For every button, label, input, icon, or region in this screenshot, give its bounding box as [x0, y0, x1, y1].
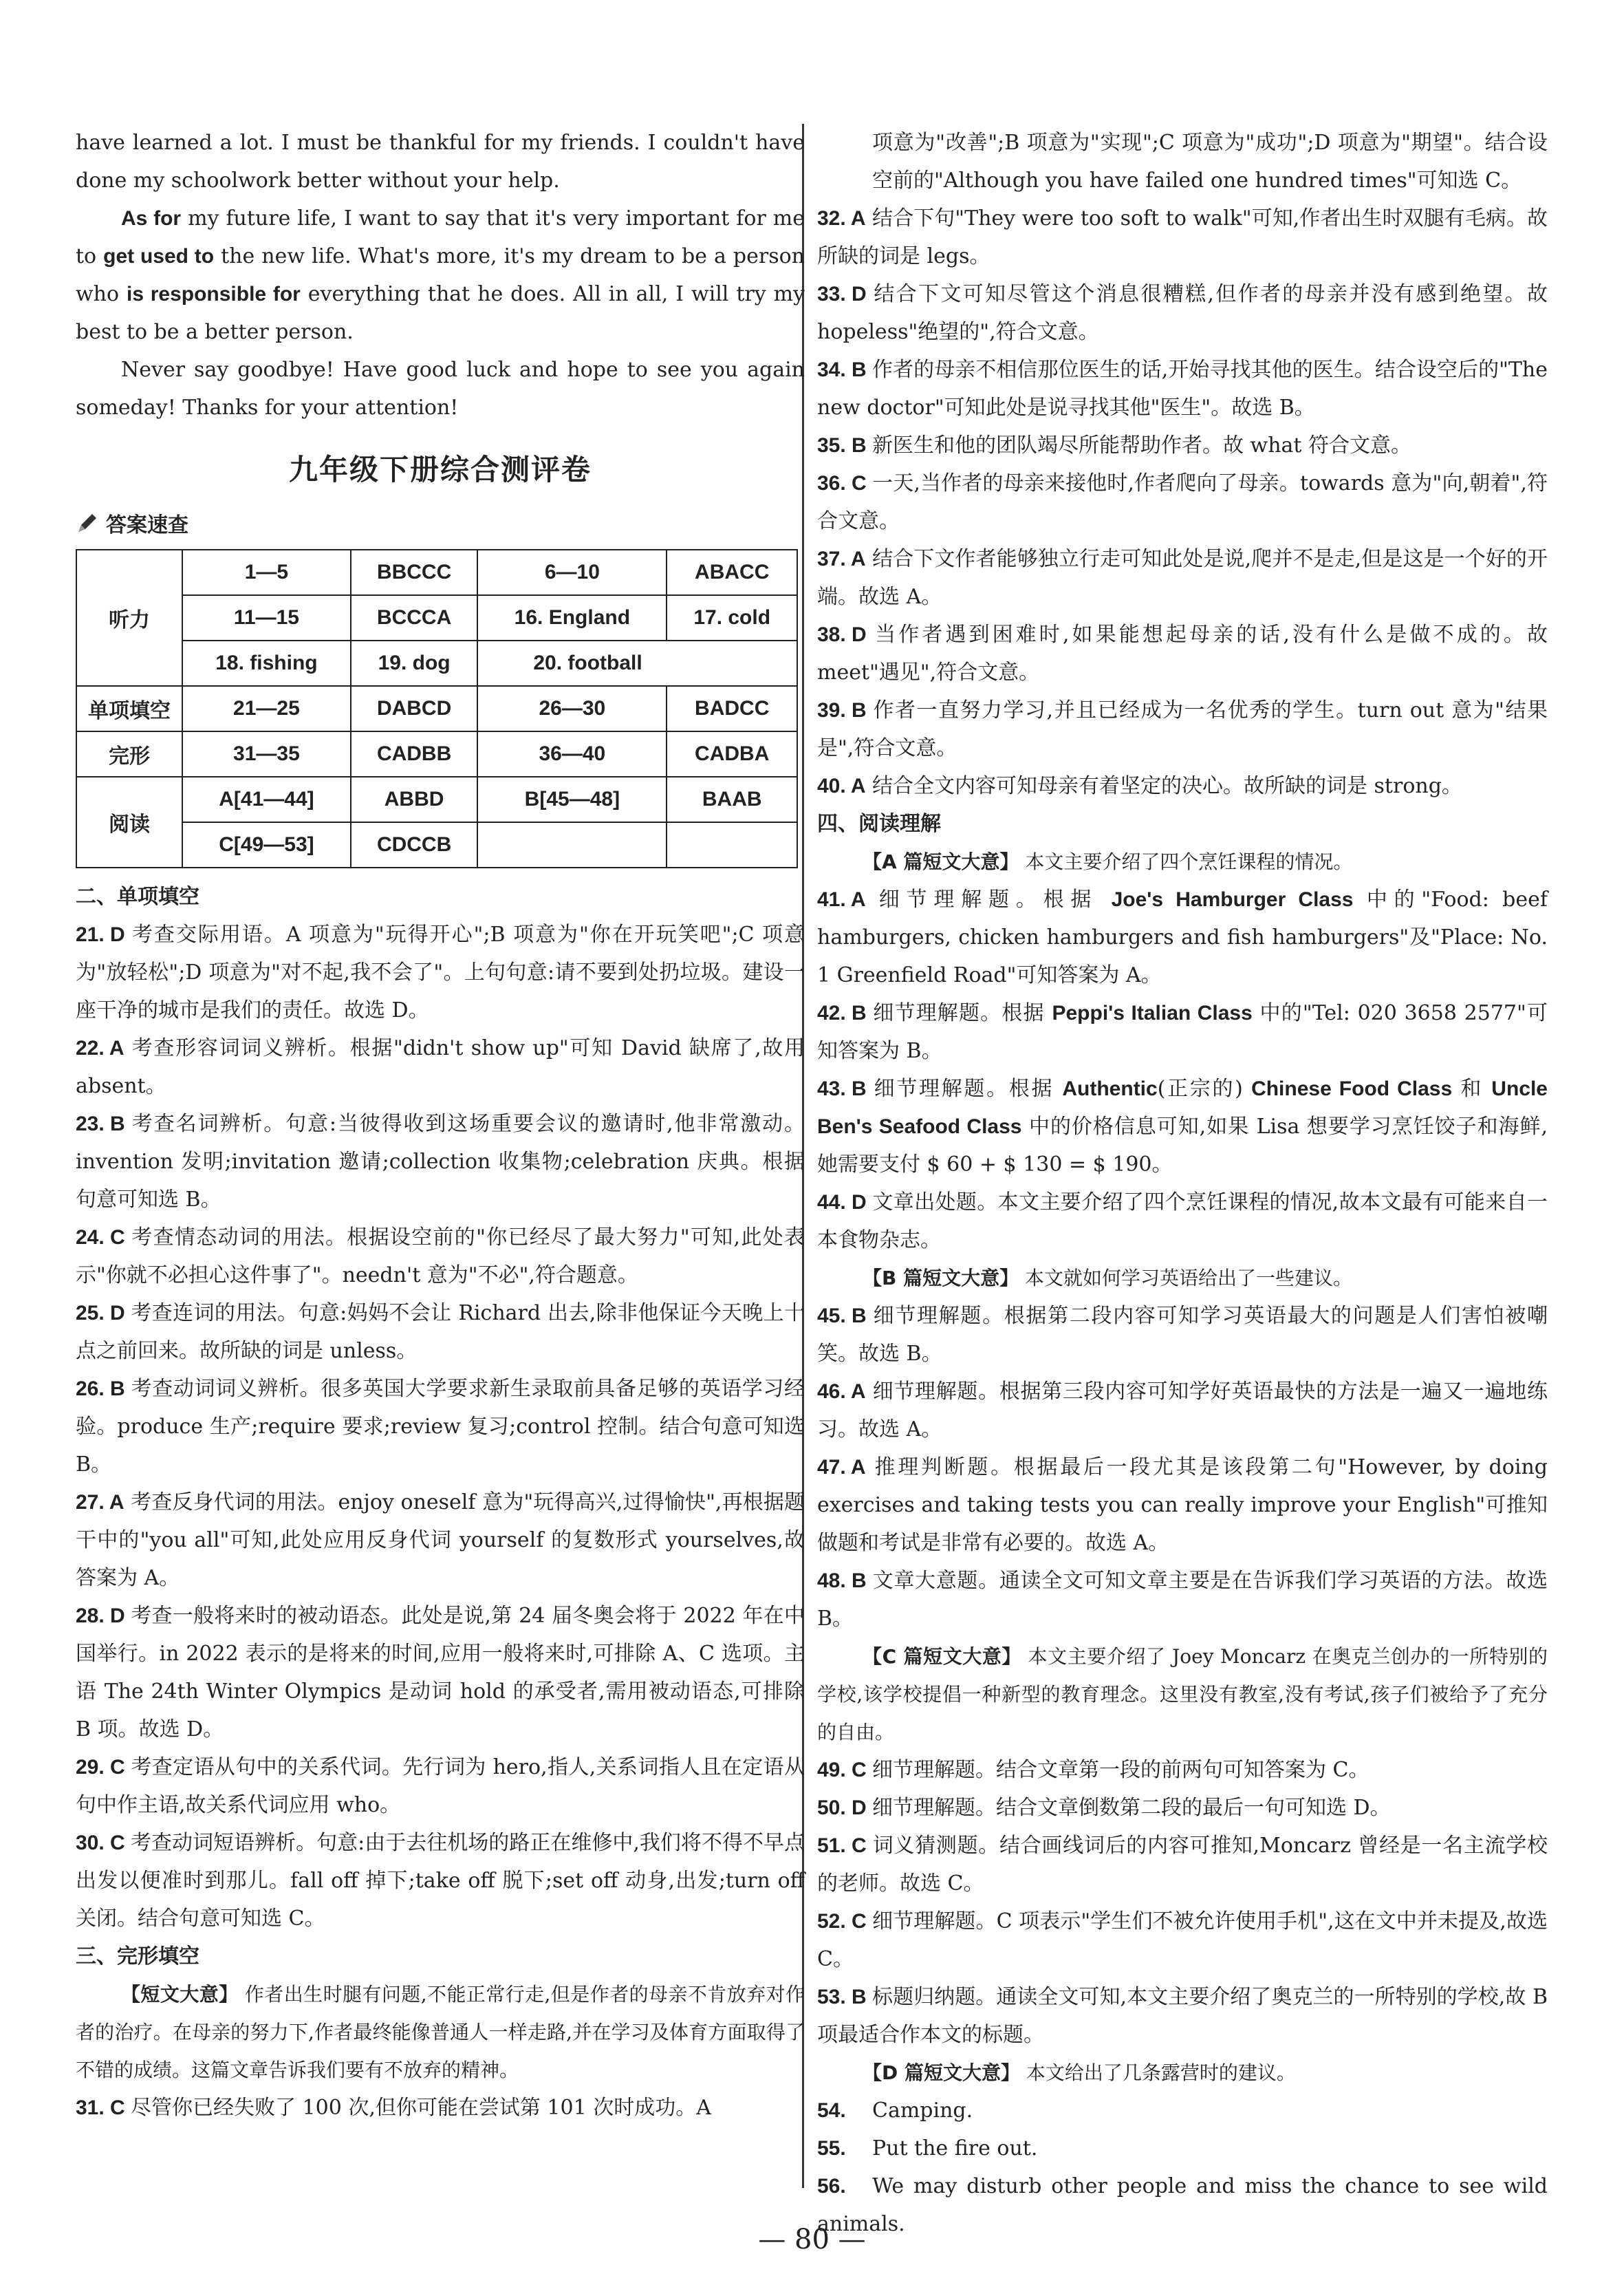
passage-d-summary: 【D 篇短文大意】 本文给出了几条露营时的建议。 — [863, 2061, 1296, 2084]
section-cloze: 三、完形填空 — [76, 1944, 199, 1968]
list-item: 41. A 细节理解题。根据 Joe's Hamburger Class 中的"Food: beef hamburgers, chicken hamburgers and fish hamburgers"及"Place: No. 1 Greenfield Road"可知答案为 A。 — [817, 888, 1548, 987]
section-reading: 四、阅读理解 — [817, 812, 941, 836]
list-item: 35. B 新医生和他的团队竭尽所能帮助作者。故 what 符合文意。 — [817, 433, 1412, 458]
passage-a-summary: 【A 篇短文大意】 本文主要介绍了四个烹饪课程的情况。 — [863, 850, 1353, 873]
list-item: 48. B 文章大意题。通读全文可知文章主要是在告诉我们学习英语的方法。故选 B。 — [817, 1569, 1548, 1631]
single-choice-list — [76, 916, 805, 1938]
pencil-icon — [76, 511, 99, 535]
list-item: 39. B 作者一直努力学习,并且已经成为一名优秀的学生。turn out 意为"结果是",符合文意。 — [817, 698, 1548, 760]
list-item: 23. B 考查名词辨析。句意:当彼得收到这场重要会议的邀请时,他非常激动。invention 发明;invitation 邀请;collection 收集物;celebration 庆典。根据句意可知选 B。 — [76, 1112, 805, 1212]
list-item: 49. C 细节理解题。结合文章第一段的前两句可知答案为 C。 — [817, 1758, 1369, 1782]
list-item: 53. B 标题归纳题。通读全文可知,本文主要介绍了奥克兰的一所特别的学校,故 B 项最适合作本文的标题。 — [817, 1985, 1548, 2047]
answer-key-table: 听力 1—5 BBCCC 6—10 ABACC 11—15 BCCCA 16. England 17. cold 18. fishing 19. dog 20. football 单项填空 21—25 DABCD 26—30 BADCC 完形 31—35 CADBB 36—40 CADBA 阅读 A[41—44] ABBD B[45—48] BAAB C[49—53] CDCCB — [76, 549, 798, 868]
list-item: 28. D 考查一般将来时的被动语态。此处是说,第 24 届冬奥会将于 2022 年在中国举行。in 2022 表示的是将来的时间,应用一般将来时,可排除 A、C 选项。主语 The 24th Winter Olympics 是动词 hold 的承受者,需用被动语态,可排除 B 项。故选 D。 — [76, 1604, 805, 1741]
list-item: 33. D 结合下文可知尽管这个消息很糟糕,但作者的母亲并没有感到绝望。故 hopeless"绝望的",符合文意。 — [817, 282, 1548, 344]
list-item: 54. Camping. — [817, 2099, 973, 2123]
section-single-choice: 二、单项填空 — [76, 885, 199, 909]
page-number: — 80 — — [758, 2224, 866, 2255]
list-item: 44. D 文章出处题。本文主要介绍了四个烹饪课程的情况,故本文最有可能来自一本食物杂志。 — [817, 1190, 1548, 1252]
list-item: 56. We may disturb other people and miss the chance to see wild animals. — [817, 2174, 1548, 2236]
answer-key-heading: 答案速查 — [76, 508, 805, 538]
list-item: 36. C 一天,当作者的母亲来接他时,作者爬向了母亲。towards 意为"向,朝着",符合文意。 — [817, 471, 1548, 533]
right-column — [817, 124, 1548, 2243]
intro-paragraph-1: have learned a lot. I must be thankful for my friends. I couldn't have done my schoolwork better without your help. — [76, 131, 805, 193]
list-item: 26. B 考查动词词义辨析。很多英国大学要求新生录取前具备足够的英语学习经验。produce 生产;require 要求;review 复习;control 控制。结合句意可知选 B。 — [76, 1377, 805, 1477]
list-item: 43. B 细节理解题。根据 Authentic(正宗的) Chinese Food Class 和 Uncle Ben's Seafood Class 中的价格信息可知,如果 Lisa 想要学习烹饪饺子和海鲜,她需要支付 $ 60 + $ 130 = $ 190。 — [817, 1077, 1548, 1177]
listening-label: 听力 — [76, 550, 182, 686]
cloze-list — [817, 200, 1548, 805]
passage-b-summary: 【B 篇短文大意】 本文就如何学习英语给出了一些建议。 — [863, 1267, 1353, 1289]
list-item: 50. D 细节理解题。结合文章倒数第二段的最后一句可知选 D。 — [817, 1796, 1391, 1820]
list-item: 21. D 考查交际用语。A 项意为"玩得开心";B 项意为"你在开玩笑吧";C 项意为"放轻松";D 项意为"对不起,我不会了"。上句句意:请不要到处扔垃圾。建设一座干净的城市是我们的责任。故选 D。 — [76, 923, 805, 1022]
list-item: 29. C 考查定语从句中的关系代词。先行词为 hero,指人,关系词指人且在定语从句中作主语,故关系代词应用 who。 — [76, 1755, 805, 1817]
list-item: 32. A 结合下句"They were too soft to walk"可知,作者出生时双腿有毛病。故所缺的词是 legs。 — [817, 206, 1548, 268]
list-item: 40. A 结合全文内容可知母亲有着坚定的决心。故所缺的词是 strong。 — [817, 774, 1462, 798]
list-item: 55. Put the fire out. — [817, 2136, 1038, 2160]
list-item: 31. C 尽管你已经失败了 100 次,但你可能在尝试第 101 次时成功。A — [76, 2096, 711, 2120]
page-title: 九年级下册综合测评卷 — [288, 453, 592, 486]
list-item: 27. A 考查反身代词的用法。enjoy oneself 意为"玩得高兴,过得愉快",再根据题干中的"you all"可知,此处应用反身代词 yourself 的复数形式 yourselves,故答案为 A。 — [76, 1490, 805, 1590]
list-item: 46. A 细节理解题。根据第三段内容可知学好英语最快的方法是一遍又一遍地练习。故选 A。 — [817, 1380, 1548, 1441]
list-item: 45. B 细节理解题。根据第二段内容可知学习英语最大的问题是人们害怕被嘲笑。故选 B。 — [817, 1304, 1548, 1366]
cloze-summary: 【短文大意】 作者出生时腿有问题,不能正常行走,但是作者的母亲不肯放弃对作者的治疗。在母亲的努力下,作者最终能像普通人一样走路,并在学习及体育方面取得了不错的成绩。这篇文章告诉我们要有不放弃的精神。 — [76, 1983, 805, 2081]
intro-paragraph-2: As for my future life, I want to say that it's very important for me to get used to the new life. What's more, it's my dream to be a person who is responsible for everything that he does. All in all, I will try my best to be a better person. — [76, 206, 805, 344]
list-item: 34. B 作者的母亲不相信那位医生的话,开始寻找其他的医生。结合设空后的"The new doctor"可知此处是说寻找其他"医生"。故选 B。 — [817, 358, 1548, 420]
list-item: 42. B 细节理解题。根据 Peppi's Italian Class 中的"Tel: 020 3658 2577"可知答案为 B。 — [817, 1001, 1548, 1063]
list-item: 52. C 细节理解题。C 项表示"学生们不被允许使用手机",这在文中并未提及,故选 C。 — [817, 1909, 1548, 1971]
list-item: 24. C 考查情态动词的用法。根据设空前的"你已经尽了最大努力"可知,此处表示"你就不必担心这件事了"。needn't 意为"不必",符合题意。 — [76, 1225, 805, 1287]
list-item: 25. D 考查连词的用法。句意:妈妈不会让 Richard 出去,除非他保证今天晚上十点之前回来。故所缺的词是 unless。 — [76, 1301, 805, 1363]
left-column — [76, 124, 805, 2127]
list-item: 37. A 结合下文作者能够独立行走可知此处是说,爬并不是走,但是这是一个好的开端。故选 A。 — [817, 547, 1548, 609]
list-item: 30. C 考查动词短语辨析。句意:由于去往机场的路正在维修中,我们将不得不早点出发以便准时到那儿。fall off 掉下;take off 脱下;set off 动身,出发;turn off 关闭。结合句意可知选 C。 — [76, 1831, 805, 1931]
list-item: 38. D 当作者遇到困难时,如果能想起母亲的话,没有什么是做不成的。故 meet"遇见",符合文意。 — [817, 623, 1548, 685]
list-item: 22. A 考查形容词词义辨析。根据"didn't show up"可知 David 缺席了,故用 absent。 — [76, 1036, 805, 1098]
q31-continued: 项意为"改善";B 项意为"实现";C 项意为"成功";D 项意为"期望"。结合设空前的"Although you have failed one hundred times"可知选 C。 — [872, 131, 1548, 193]
list-item: 51. C 词义猜测题。结合画线词后的内容可推知,Moncarz 曾经是一名主流学校的老师。故选 C。 — [817, 1834, 1548, 1896]
list-item: 47. A 推理判断题。根据最后一段尤其是该段第二句"However, by doing exercises and taking tests you can really improve your English"可推知做题和考试是非常有必要的。故选 A。 — [817, 1455, 1548, 1555]
passage-c-summary: 【C 篇短文大意】 本文主要介绍了 Joey Moncarz 在奥克兰创办的一所特别的学校,该学校提倡一种新型的教育理念。这里没有教室,没有考试,孩子们被给予了充分的自由。 — [817, 1645, 1548, 1744]
intro-paragraph-3: Never say goodbye! Have good luck and hope to see you again someday! Thanks for your attention! — [76, 358, 805, 420]
